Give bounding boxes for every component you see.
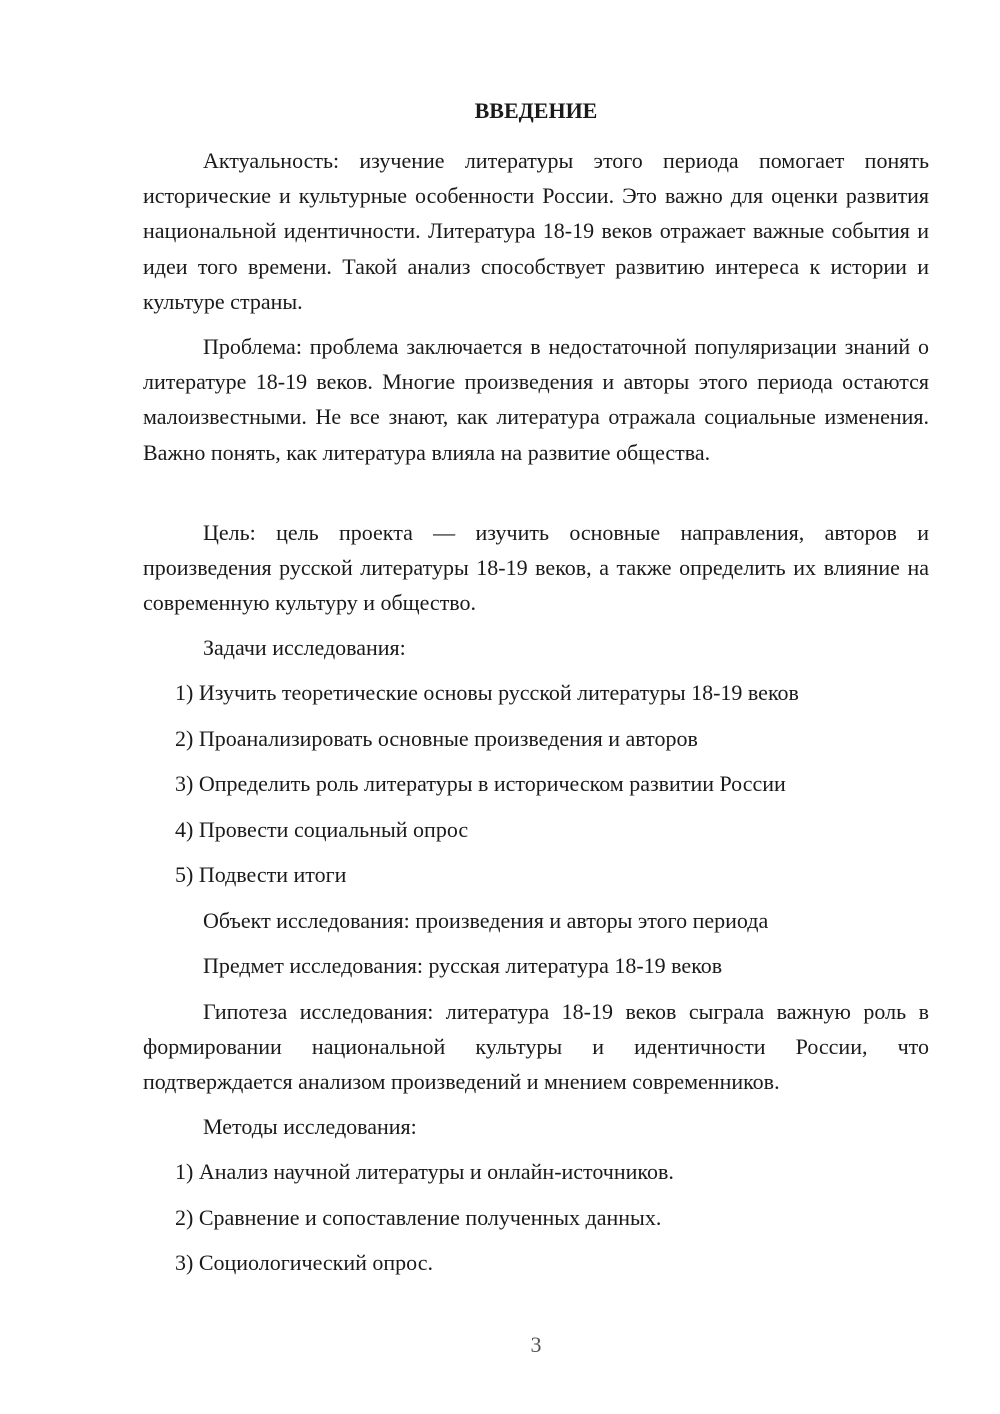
goal-paragraph: Цель: цель проекта — изучить основные направления, авторов и произведения русской литературы 18-19 веков, а также определить их влияние на современную культуру и общество. [143,520,929,616]
page-number: 3 [530,1332,542,1357]
relevance-paragraph: Актуальность: изучение литературы этого периода помогает понять исторические и культурные особенности России. Это важно для оценки развития национальной идентичности. Литература 18-19 веков отражает важные события и идеи того времени. Такой анализ способствует развитию интереса к истории и культуре страны. [143,148,929,314]
list-item: 2) Проанализировать основные произведения и авторов [175,726,698,751]
methods-heading: Методы исследования: [203,1114,417,1139]
list-item: 3) Социологический опрос. [175,1250,433,1275]
page-title: ВВЕДЕНИЕ [474,98,598,123]
list-item: 3) Определить роль литературы в историческом развитии России [175,771,786,796]
list-item: 1) Анализ научной литературы и онлайн-источников. [175,1159,674,1184]
tasks-heading: Задачи исследования: [203,635,406,660]
list-item: 5) Подвести итоги [175,862,347,887]
list-item: 1) Изучить теоретические основы русской литературы 18-19 веков [175,680,799,705]
hypothesis-paragraph: Гипотеза исследования: литература 18-19 веков сыграла важную роль в формировании национальной культуры и идентичности России, что подтверждается анализом произведений и мнением современников. [143,999,929,1095]
list-item: 2) Сравнение и сопоставление полученных данных. [175,1205,662,1230]
research-subject: Предмет исследования: русская литература 18-19 веков [203,953,723,978]
problem-paragraph: Проблема: проблема заключается в недостаточной популяризации знаний о литературе 18-19 веков. Многие произведения и авторы этого периода остаются малоизвестными. Не все знают, как литература отражала социальные изменения. Важно понять, как литература влияла на развитие общества. [143,334,929,465]
research-object: Объект исследования: произведения и авторы этого периода [203,908,769,933]
list-item: 4) Провести социальный опрос [175,817,469,842]
